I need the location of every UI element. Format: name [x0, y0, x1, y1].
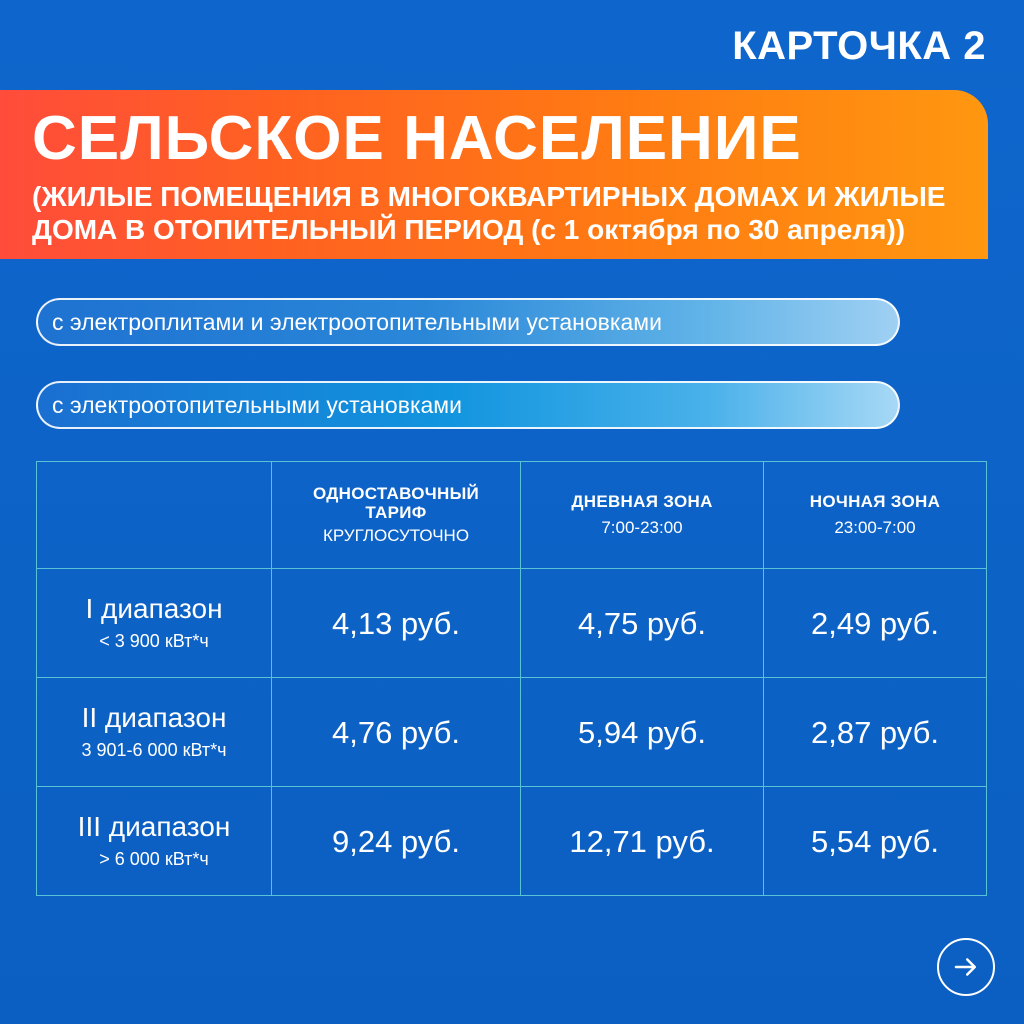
day-zone-price: 12,71 руб.: [569, 823, 715, 859]
night-zone-price: 5,54 руб.: [810, 823, 940, 859]
electric-heating-option[interactable]: [36, 381, 900, 429]
range-name: III диапазон: [77, 810, 231, 842]
electric-heating-option-label: с электроотопительными установками: [52, 391, 462, 418]
page-subtitle: [32, 180, 958, 246]
single-tariff-price: 4,76 руб.: [331, 714, 461, 750]
single-tariff-header-line-1: ОДНОСТАВОЧНЫЙ: [312, 483, 480, 503]
table-row: [37, 569, 987, 678]
night-zone-header-label: НОЧНАЯ ЗОНА: [809, 492, 941, 512]
day-zone-header-label: ДНЕВНАЯ ЗОНА: [571, 492, 713, 512]
single-tariff-header-note: КРУГЛОСУТОЧНО: [322, 525, 470, 545]
single-tariff-price-cell: [272, 678, 521, 787]
single-tariff-price-cell: [272, 569, 521, 678]
table-header-row: [37, 462, 987, 569]
day-zone-header-note: 7:00-23:00: [601, 517, 683, 537]
single-tariff-price-cell: [272, 787, 521, 896]
tariff-table: [36, 461, 987, 896]
single-tariff-header: [272, 462, 521, 569]
subtitle-line-2: ДОМА В ОТОПИТЕЛЬНЫЙ ПЕРИОД (с 1 октября по 30 апреля)): [32, 214, 906, 246]
night-zone-price: 2,49 руб.: [810, 605, 940, 641]
night-zone-header-note: 23:00-7:00: [834, 517, 916, 537]
single-tariff-price: 9,24 руб.: [331, 823, 461, 859]
day-zone-header: [521, 462, 764, 569]
night-zone-price-cell: [764, 678, 987, 787]
consumption-range: 3 901-6 000 кВт*ч: [81, 740, 227, 761]
range-name: I диапазон: [85, 592, 223, 624]
night-zone-header: [764, 462, 987, 569]
electric-stove-heating-option[interactable]: [36, 298, 900, 346]
electric-stove-heating-option-label: с электроплитами и электроотопительными установками: [52, 308, 662, 335]
page-title: СЕЛЬСКОЕ НАСЕЛЕНИЕ: [32, 104, 802, 173]
empty-header-cell: [37, 462, 272, 569]
range-cell: [37, 569, 272, 678]
subtitle-line-1: (ЖИЛЫЕ ПОМЕЩЕНИЯ В МНОГОКВАРТИРНЫХ ДОМАХ И ЖИЛЫЕ: [32, 181, 946, 212]
single-tariff-price: 4,13 руб.: [331, 605, 461, 641]
single-tariff-header-line-2: ТАРИФ: [365, 503, 427, 523]
day-zone-price: 4,75 руб.: [577, 605, 707, 641]
title-banner: [0, 90, 988, 259]
night-zone-price: 2,87 руб.: [810, 714, 940, 750]
day-zone-price-cell: [521, 569, 764, 678]
next-card-button[interactable]: [937, 938, 995, 996]
day-zone-price: 5,94 руб.: [577, 714, 707, 750]
table-row: [37, 787, 987, 896]
day-zone-price-cell: [521, 678, 764, 787]
range-cell: [37, 787, 272, 896]
arrow-right-icon: [951, 952, 981, 982]
night-zone-price-cell: [764, 569, 987, 678]
table-row: [37, 678, 987, 787]
range-name: II диапазон: [81, 701, 227, 733]
card-number-label: КАРТОЧКА 2: [732, 24, 986, 68]
consumption-range: > 6 000 кВт*ч: [99, 849, 209, 870]
night-zone-price-cell: [764, 787, 987, 896]
range-cell: [37, 678, 272, 787]
day-zone-price-cell: [521, 787, 764, 896]
consumption-range: < 3 900 кВт*ч: [99, 631, 209, 652]
